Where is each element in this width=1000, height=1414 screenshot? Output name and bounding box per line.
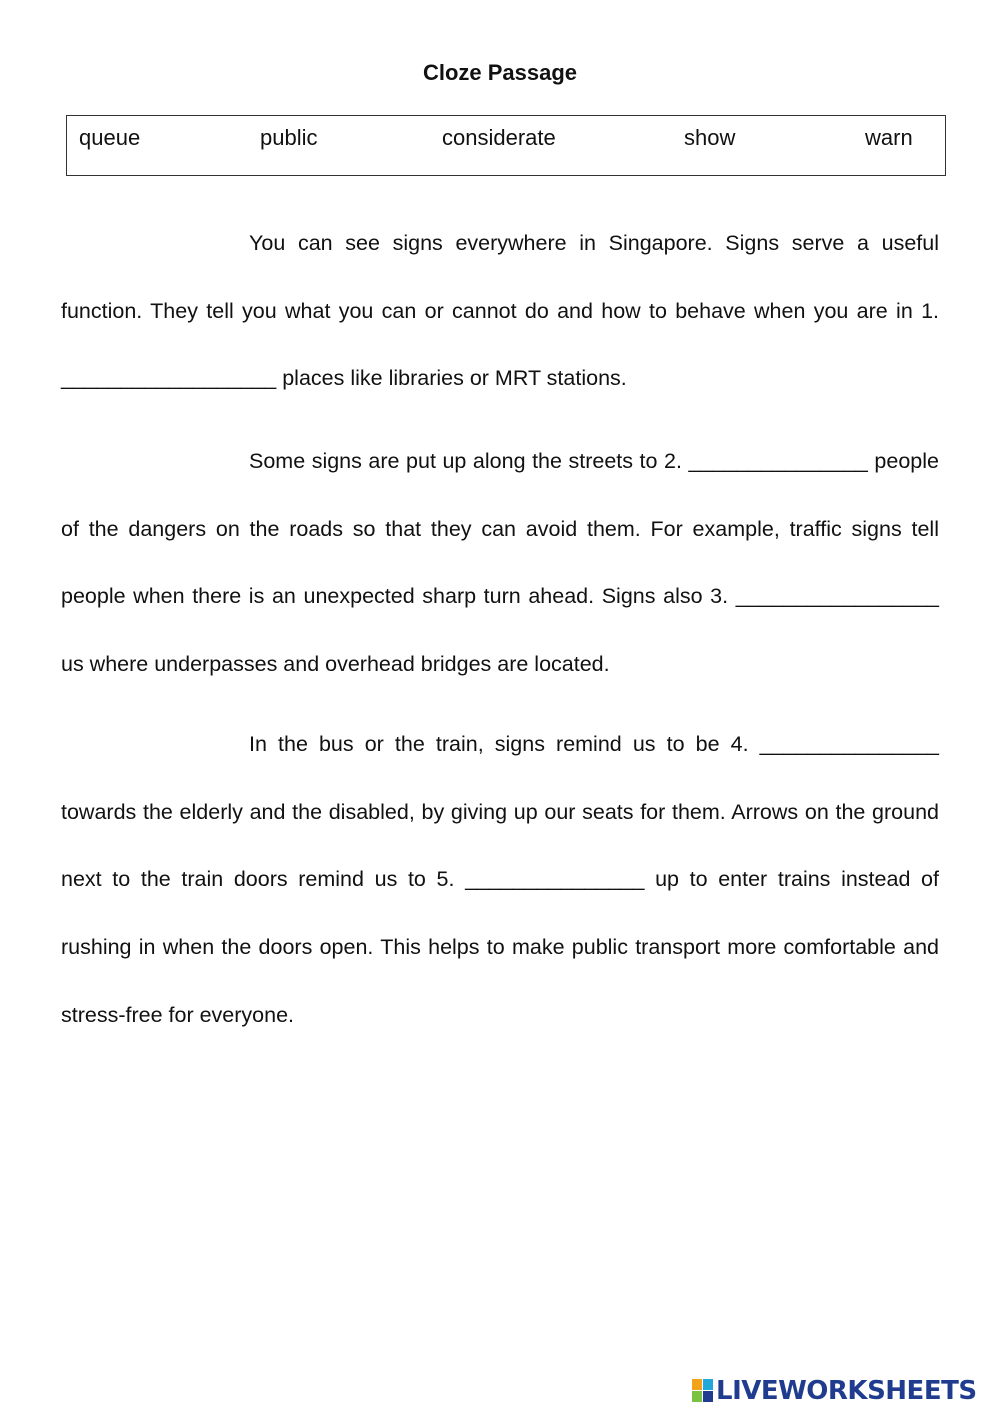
blank-1[interactable]: __________________ bbox=[61, 366, 277, 391]
page-title: Cloze Passage bbox=[422, 60, 578, 85]
word-bank-item-show: show bbox=[684, 125, 736, 150]
word-bank-item-queue: queue bbox=[79, 125, 141, 150]
paragraph-2-text-before: Some signs are put up along the streets to 2. bbox=[249, 449, 682, 473]
paragraph-2-text-middle: people of the dangers on the roads so that they can avoid them. For example, traffic signs tell people when there is an unexpected sharp turn ahead. Signs also 3. bbox=[61, 449, 939, 609]
paragraph-3-text-middle: towards the elderly and the disabled, by giving up our seats for them. Arrows on the ground next to the train doors remind us to 5. bbox=[61, 799, 939, 892]
paragraph-3-text-before: In the bus or the train, signs remind us to be 4. bbox=[249, 732, 749, 756]
brand-name: LIVEWORKSHEETS bbox=[716, 1376, 977, 1406]
word-bank-item-warn: warn bbox=[865, 125, 913, 150]
word-bank bbox=[66, 115, 946, 176]
paragraph-3-text-after: up to enter trains instead of rushing in when the doors open. This helps to make public transport more comfortable and stress-free for everyone. bbox=[61, 867, 939, 1027]
word-bank-item-considerate: considerate bbox=[442, 125, 556, 150]
blank-2[interactable]: _______________ bbox=[688, 449, 868, 473]
word-bank-item-public: public bbox=[260, 125, 318, 150]
liveworksheets-logo-icon bbox=[692, 1379, 714, 1403]
paragraph-1-text-after: places like libraries or MRT stations. bbox=[282, 366, 627, 391]
paragraph-2-text-after: us where underpasses and overhead bridges are located. bbox=[61, 652, 610, 677]
blank-5[interactable]: _______________ bbox=[465, 867, 645, 892]
liveworksheets-brand bbox=[692, 1373, 977, 1409]
paragraph-3 bbox=[61, 711, 939, 1050]
blank-3[interactable]: _________________ bbox=[735, 584, 939, 609]
paragraph-1-text-before: You can see signs everywhere in Singapore. Signs serve a useful function. They tell you what you can or cannot do and how to behave when you are in 1. bbox=[61, 231, 939, 323]
blank-4[interactable]: _______________ bbox=[759, 732, 939, 756]
paragraph-2 bbox=[61, 428, 939, 699]
paragraph-1 bbox=[61, 210, 939, 413]
